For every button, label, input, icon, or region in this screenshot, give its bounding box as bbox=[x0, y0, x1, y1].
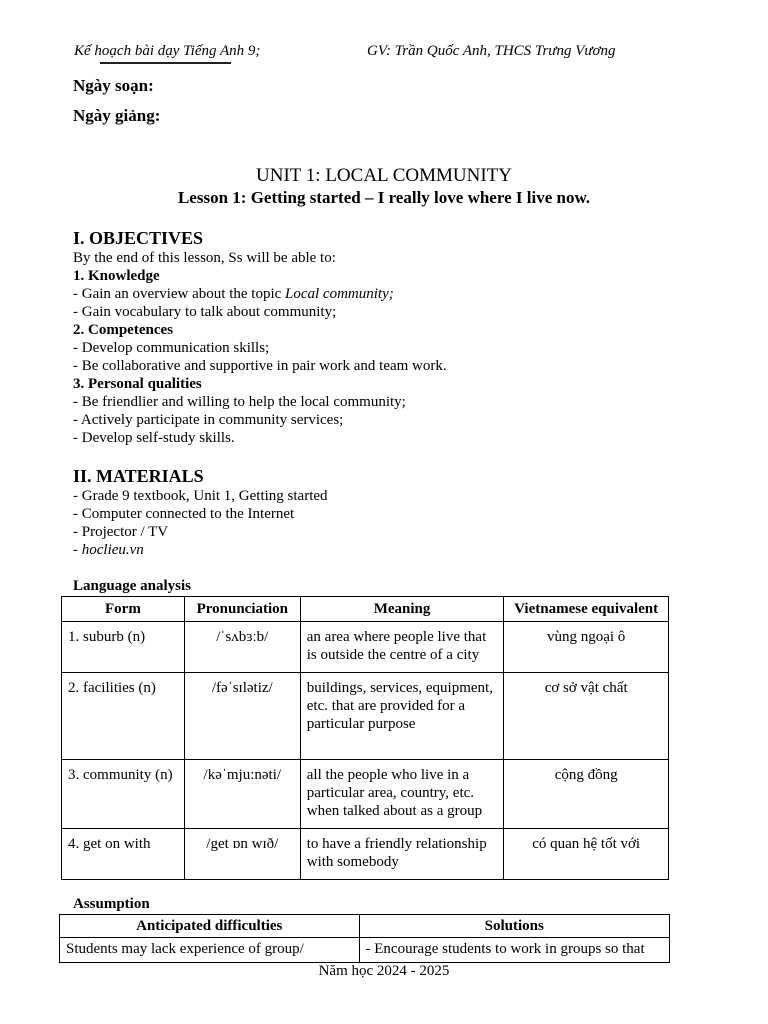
cell-solution: - Encourage students to work in groups so that bbox=[359, 938, 670, 963]
knowledge-item-1-prefix: - Gain an overview about the topic bbox=[73, 286, 286, 302]
knowledge-item-2: - Gain vocabulary to talk about community; bbox=[73, 304, 337, 320]
table-row bbox=[62, 673, 669, 760]
cell-vietnamese: cộng đồng bbox=[504, 760, 669, 829]
col-header-meaning: Meaning bbox=[300, 597, 504, 622]
cell-vietnamese: vùng ngoại ô bbox=[504, 622, 669, 673]
header-left: Kế hoạch bài dạy Tiếng Anh 9; bbox=[74, 43, 261, 59]
teach-date-label: Ngày giảng: bbox=[73, 106, 161, 125]
competences-item-1: - Develop communication skills; bbox=[73, 340, 270, 356]
competences-item-2: - Be collaborative and supportive in pair work and team work. bbox=[73, 358, 447, 374]
cell-meaning: an area where people live that is outside the centre of a city bbox=[300, 622, 504, 673]
table-row bbox=[62, 760, 669, 829]
materials-item-4-prefix: - bbox=[73, 542, 82, 558]
header-underline bbox=[100, 62, 231, 64]
cell-meaning: buildings, services, equipment, etc. that are provided for a particular purpose bbox=[300, 673, 504, 760]
objectives-heading: I. OBJECTIVES bbox=[73, 228, 204, 248]
col-header-pronunciation: Pronunciation bbox=[184, 597, 300, 622]
competences-heading: 2. Competences bbox=[73, 322, 173, 338]
prep-date-label: Ngày soạn: bbox=[73, 76, 154, 95]
qualities-item-2: - Actively participate in community services; bbox=[73, 412, 344, 428]
table-header-row bbox=[60, 915, 670, 938]
table-row bbox=[62, 622, 669, 673]
header-right: GV: Trần Quốc Anh, THCS Trưng Vương bbox=[367, 43, 616, 59]
materials-item-2: - Computer connected to the Internet bbox=[73, 506, 295, 522]
materials-heading: II. MATERIALS bbox=[73, 466, 204, 486]
cell-difficulty: Students may lack experience of group/ bbox=[60, 938, 360, 963]
table-header-row bbox=[62, 597, 669, 622]
cell-form: 1. suburb (n) bbox=[62, 622, 185, 673]
qualities-item-3: - Develop self-study skills. bbox=[73, 430, 235, 446]
cell-form: 4. get on with bbox=[62, 829, 185, 880]
col-header-solutions: Solutions bbox=[359, 915, 670, 938]
cell-pronunciation: /fəˈsɪlətiz/ bbox=[184, 673, 300, 760]
col-header-vietnamese: Vietnamese equivalent bbox=[504, 597, 669, 622]
col-header-difficulties: Anticipated difficulties bbox=[60, 915, 360, 938]
assumption-table bbox=[59, 914, 670, 963]
cell-pronunciation: /ˈsʌbɜːb/ bbox=[184, 622, 300, 673]
language-analysis-heading: Language analysis bbox=[73, 578, 191, 594]
cell-form: 3. community (n) bbox=[62, 760, 185, 829]
qualities-heading: 3. Personal qualities bbox=[73, 376, 202, 392]
knowledge-item-1-topic: Local community; bbox=[285, 286, 394, 302]
lesson-title: Lesson 1: Getting started – I really love where I live now. bbox=[177, 188, 591, 207]
knowledge-heading: 1. Knowledge bbox=[73, 268, 160, 284]
cell-form: 2. facilities (n) bbox=[62, 673, 185, 760]
cell-meaning: all the people who live in a particular area, country, etc. when talked about as a group bbox=[300, 760, 504, 829]
cell-vietnamese: cơ sở vật chất bbox=[504, 673, 669, 760]
cell-meaning: to have a friendly relationship with somebody bbox=[300, 829, 504, 880]
language-analysis-table bbox=[61, 596, 669, 880]
table-row bbox=[62, 829, 669, 880]
col-header-form: Form bbox=[62, 597, 185, 622]
materials-item-1: - Grade 9 textbook, Unit 1, Getting started bbox=[73, 488, 328, 504]
footer-school-year: Năm học 2024 - 2025 bbox=[318, 963, 450, 979]
assumption-heading: Assumption bbox=[73, 896, 150, 912]
unit-title: UNIT 1: LOCAL COMMUNITY bbox=[256, 165, 512, 186]
cell-vietnamese: có quan hệ tốt với bbox=[504, 829, 669, 880]
cell-pronunciation: /get ɒn wɪð/ bbox=[184, 829, 300, 880]
materials-item-3: - Projector / TV bbox=[73, 524, 169, 540]
table-row bbox=[60, 938, 670, 963]
materials-item-4 bbox=[73, 541, 144, 559]
qualities-item-1: - Be friendlier and willing to help the local community; bbox=[73, 394, 406, 410]
knowledge-item-1 bbox=[73, 285, 394, 303]
cell-pronunciation: /kəˈmju:nəti/ bbox=[184, 760, 300, 829]
objectives-intro: By the end of this lesson, Ss will be able to: bbox=[73, 250, 336, 266]
hoclieu-link[interactable]: hoclieu.vn bbox=[81, 542, 144, 558]
